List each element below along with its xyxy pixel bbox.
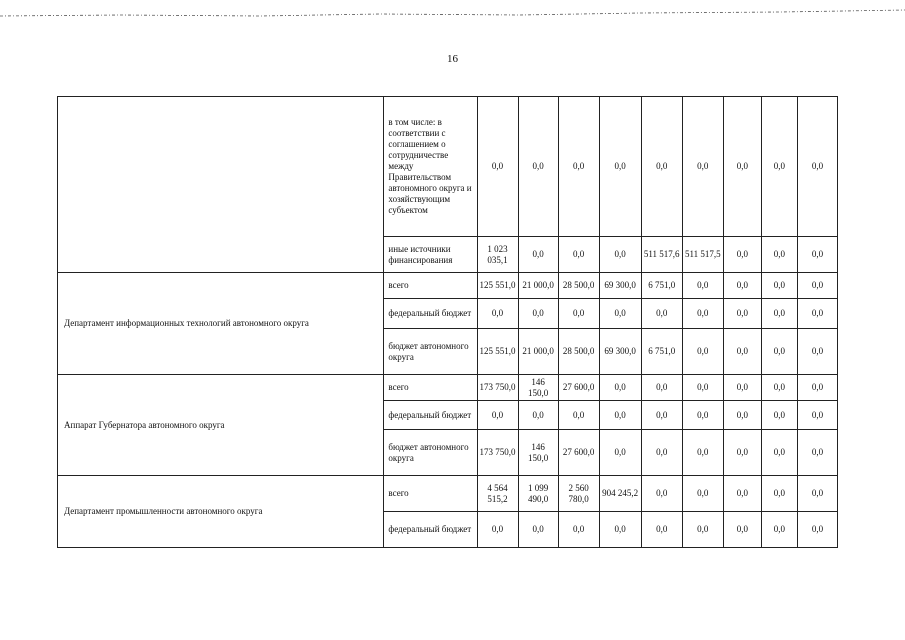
value-cell: 0,0 xyxy=(761,237,797,273)
value-cell: 6 751,0 xyxy=(641,273,682,299)
value-cell: 0,0 xyxy=(761,97,797,237)
value-cell: 0,0 xyxy=(723,401,761,430)
value-cell: 0,0 xyxy=(723,512,761,548)
value-cell: 0,0 xyxy=(641,512,682,548)
value-cell: 0,0 xyxy=(682,97,723,237)
value-cell: 0,0 xyxy=(797,375,837,401)
value-cell: 0,0 xyxy=(797,97,837,237)
value-cell: 0,0 xyxy=(477,97,518,237)
value-cell: 125 551,0 xyxy=(477,273,518,299)
scan-edge-artifact xyxy=(0,0,905,22)
source-cell: в том числе: в соответствии с соглашением о сотрудничестве между Правительством автономного округа и хозяйствующим субъектом xyxy=(384,97,477,237)
value-cell: 0,0 xyxy=(761,430,797,476)
value-cell: 0,0 xyxy=(797,273,837,299)
value-cell: 511 517,5 xyxy=(682,237,723,273)
value-cell: 0,0 xyxy=(723,329,761,375)
table-row xyxy=(58,273,838,299)
value-cell: 0,0 xyxy=(599,401,641,430)
value-cell: 0,0 xyxy=(797,401,837,430)
value-cell: 0,0 xyxy=(599,512,641,548)
value-cell: 0,0 xyxy=(761,476,797,512)
value-cell: 0,0 xyxy=(761,375,797,401)
value-cell: 0,0 xyxy=(797,476,837,512)
source-cell: всего xyxy=(384,273,477,299)
value-cell: 125 551,0 xyxy=(477,329,518,375)
value-cell: 0,0 xyxy=(682,329,723,375)
value-cell: 0,0 xyxy=(797,430,837,476)
value-cell: 0,0 xyxy=(723,97,761,237)
value-cell: 0,0 xyxy=(599,375,641,401)
table-row xyxy=(58,97,838,237)
value-cell: 2 560 780,0 xyxy=(558,476,599,512)
value-cell: 0,0 xyxy=(641,430,682,476)
value-cell: 173 750,0 xyxy=(477,375,518,401)
value-cell: 0,0 xyxy=(518,237,558,273)
value-cell: 0,0 xyxy=(723,375,761,401)
value-cell: 69 300,0 xyxy=(599,329,641,375)
page-number: 16 xyxy=(447,53,458,65)
value-cell: 0,0 xyxy=(797,329,837,375)
value-cell: 0,0 xyxy=(723,237,761,273)
value-cell: 0,0 xyxy=(558,401,599,430)
value-cell: 28 500,0 xyxy=(558,329,599,375)
value-cell: 0,0 xyxy=(477,512,518,548)
value-cell: 27 600,0 xyxy=(558,375,599,401)
value-cell: 0,0 xyxy=(682,476,723,512)
value-cell: 0,0 xyxy=(477,401,518,430)
value-cell: 0,0 xyxy=(761,329,797,375)
value-cell: 21 000,0 xyxy=(518,273,558,299)
value-cell: 0,0 xyxy=(682,401,723,430)
source-cell: иные источники финансирования xyxy=(384,237,477,273)
value-cell: 0,0 xyxy=(723,299,761,329)
value-cell: 0,0 xyxy=(599,97,641,237)
value-cell: 0,0 xyxy=(641,97,682,237)
value-cell: 0,0 xyxy=(797,512,837,548)
value-cell: 0,0 xyxy=(558,299,599,329)
value-cell: 1 023 035,1 xyxy=(477,237,518,273)
department-cell: Департамент информационных технологий автономного округа xyxy=(58,273,384,375)
value-cell: 0,0 xyxy=(797,299,837,329)
value-cell: 0,0 xyxy=(641,299,682,329)
value-cell: 0,0 xyxy=(641,401,682,430)
department-cell: Департамент промышленности автономного округа xyxy=(58,476,384,548)
source-cell: федеральный бюджет xyxy=(384,512,477,548)
value-cell: 0,0 xyxy=(761,401,797,430)
source-cell: бюджет автономного округа xyxy=(384,430,477,476)
value-cell: 0,0 xyxy=(558,512,599,548)
value-cell: 0,0 xyxy=(682,375,723,401)
value-cell: 0,0 xyxy=(761,273,797,299)
value-cell: 1 099 490,0 xyxy=(518,476,558,512)
value-cell: 28 500,0 xyxy=(558,273,599,299)
value-cell: 0,0 xyxy=(599,237,641,273)
source-cell: федеральный бюджет xyxy=(384,299,477,329)
department-cell: Аппарат Губернатора автономного округа xyxy=(58,375,384,476)
value-cell: 0,0 xyxy=(797,237,837,273)
table-body xyxy=(58,97,838,548)
value-cell: 0,0 xyxy=(477,299,518,329)
value-cell: 0,0 xyxy=(682,299,723,329)
source-cell: всего xyxy=(384,476,477,512)
value-cell: 0,0 xyxy=(518,97,558,237)
value-cell: 0,0 xyxy=(518,512,558,548)
source-cell: федеральный бюджет xyxy=(384,401,477,430)
value-cell: 27 600,0 xyxy=(558,430,599,476)
source-cell: всего xyxy=(384,375,477,401)
value-cell: 0,0 xyxy=(682,273,723,299)
value-cell: 6 751,0 xyxy=(641,329,682,375)
value-cell: 0,0 xyxy=(558,97,599,237)
value-cell: 0,0 xyxy=(682,430,723,476)
value-cell: 146 150,0 xyxy=(518,375,558,401)
value-cell: 4 564 515,2 xyxy=(477,476,518,512)
value-cell: 21 000,0 xyxy=(518,329,558,375)
table-row xyxy=(58,476,838,512)
department-cell xyxy=(58,97,384,273)
value-cell: 0,0 xyxy=(641,476,682,512)
value-cell: 0,0 xyxy=(599,299,641,329)
value-cell: 0,0 xyxy=(723,273,761,299)
value-cell: 0,0 xyxy=(723,430,761,476)
value-cell: 146 150,0 xyxy=(518,430,558,476)
value-cell: 0,0 xyxy=(641,375,682,401)
value-cell: 0,0 xyxy=(761,512,797,548)
value-cell: 904 245,2 xyxy=(599,476,641,512)
source-cell: бюджет автономного округа xyxy=(384,329,477,375)
value-cell: 0,0 xyxy=(723,476,761,512)
table-row xyxy=(58,375,838,401)
value-cell: 0,0 xyxy=(518,401,558,430)
value-cell: 0,0 xyxy=(761,299,797,329)
value-cell: 69 300,0 xyxy=(599,273,641,299)
value-cell: 0,0 xyxy=(558,237,599,273)
value-cell: 511 517,6 xyxy=(641,237,682,273)
value-cell: 0,0 xyxy=(682,512,723,548)
budget-table xyxy=(57,96,838,548)
value-cell: 0,0 xyxy=(599,430,641,476)
value-cell: 0,0 xyxy=(518,299,558,329)
value-cell: 173 750,0 xyxy=(477,430,518,476)
